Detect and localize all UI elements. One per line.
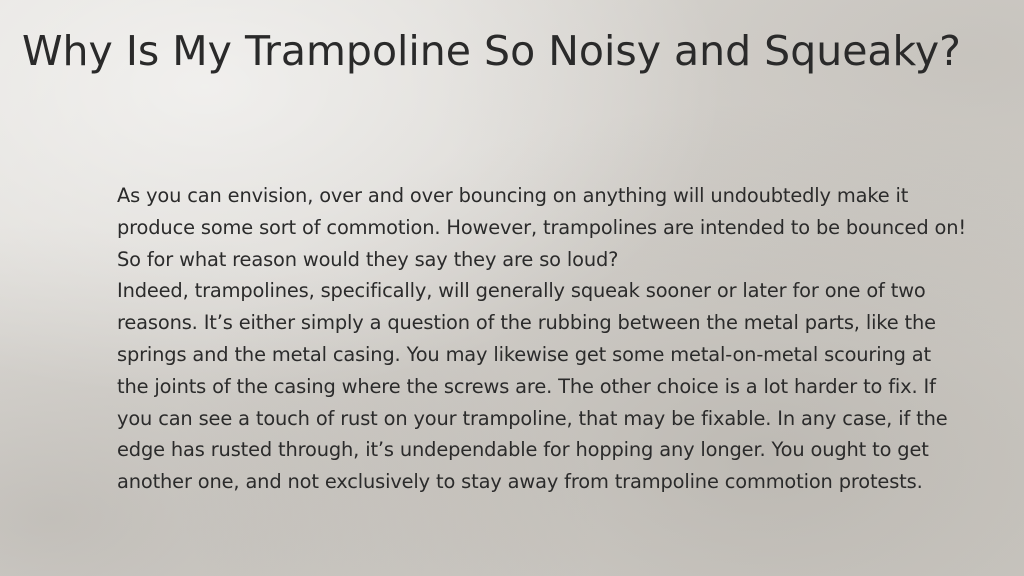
body-paragraph-2: Indeed, trampolines, specifically, will generally squeak sooner or later for one of two reasons. It’s either simply a question of the rubbing between the metal parts, like the springs and the metal casing. You may likewise get some metal-on-metal scouring at the joints of the casing where the screws are. The other choice is a lot harder to fix. If you can see a touch of rust on your trampoline, that may be fixable. In any case, if the edge has rusted through, it’s undependable for hopping any longer. You ought to get another one, and not exclusively to stay away from trampoline commotion protests. <box>117 279 948 494</box>
slide-title: Why Is My Trampoline So Noisy and Squeaky? <box>22 27 961 75</box>
body-paragraph-1: As you can envision, over and over bouncing on anything will undoubtedly make it produce some sort of commotion. However, trampolines are intended to be bounced on! So for what reason would they say they are so loud? <box>117 184 966 271</box>
slide-body <box>117 180 967 498</box>
